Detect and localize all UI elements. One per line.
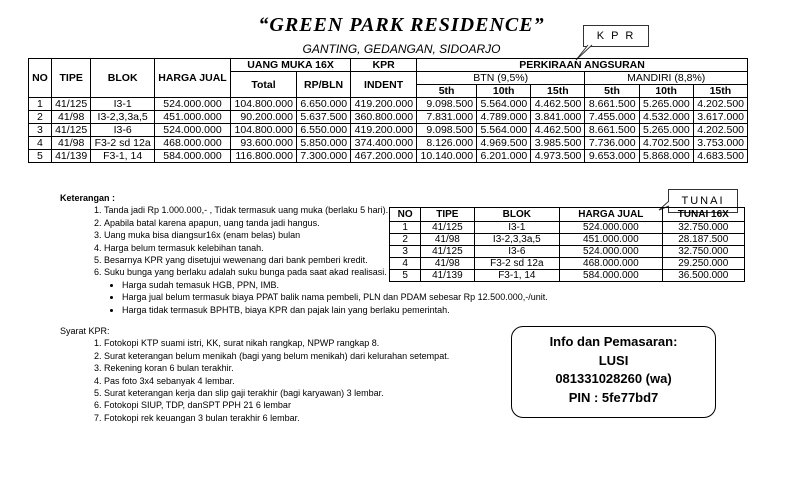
list-item: • Harga jual belum termasuk biaya PPAT balik nama pembeli, PLN dan PDAM sebesar Rp 12.500.000,-/unit.: [122, 291, 548, 303]
cell-btn5: 9.098.500: [417, 98, 477, 111]
cell-no: 4: [29, 137, 52, 150]
cell-btn5: 9.098.500: [417, 124, 477, 137]
cell-no: 5: [390, 270, 421, 282]
cell-man10: 4.702.500: [639, 137, 693, 150]
list-item: 5. Surat keterangan kerja dan slip gaji terakhir (bagi karyawan) 3 lembar.: [104, 387, 449, 399]
col-mandiri: MANDIRI (8,8%): [585, 72, 748, 85]
cell-man15: 4.683.500: [693, 150, 747, 163]
col-harga-jual: HARGA JUAL: [154, 59, 230, 98]
cell-btn10: 4.789.000: [477, 111, 531, 124]
cell-btn15: 4.462.500: [531, 124, 585, 137]
list-item: 3. Rekening koran 6 bulan terakhir.: [104, 362, 449, 374]
col-uang-muka: UANG MUKA 16X: [231, 59, 351, 72]
cell-man5: 9.653.000: [585, 150, 639, 163]
list-item: • Harga sudah temasuk HGB, PPN, IMB.: [122, 279, 548, 291]
cell-tunai: 32.750.000: [662, 222, 744, 234]
cell-man10: 5.265.000: [639, 124, 693, 137]
col-man-5: 5th: [585, 85, 639, 98]
col-indent: INDENT: [351, 72, 417, 98]
cell-harga: 524.000.000: [154, 124, 230, 137]
col-no: NO: [29, 59, 52, 98]
cell-harga: 524.000.000: [560, 222, 662, 234]
contact-heading: Info dan Pemasaran:: [549, 334, 678, 349]
tunai-col-tunai: TUNAI 16X: [662, 208, 744, 222]
list-item: 2. Surat keterangan belum menikah (bagi yang belum menikah) dari kelurahan setempat.: [104, 350, 449, 362]
cell-btn15: 4.973.500: [531, 150, 585, 163]
tunai-col-no: NO: [390, 208, 421, 222]
cell-blok: F3-2 sd 12a: [474, 258, 560, 270]
cell-btn15: 3.985.500: [531, 137, 585, 150]
cell-tunai: 36.500.000: [662, 270, 744, 282]
cell-btn15: 4.462.500: [531, 98, 585, 111]
cell-harga: 584.000.000: [154, 150, 230, 163]
cell-man5: 7.736.000: [585, 137, 639, 150]
list-item: 1. Fotokopi KTP suami istri, KK, surat nikah rangkap, NPWP rangkap 8.: [104, 337, 449, 349]
cell-indent: 467.200.000: [351, 150, 417, 163]
cell-no: 1: [29, 98, 52, 111]
page-title: “GREEN PARK RESIDENCE”: [258, 14, 545, 36]
cell-rpbln: 5.637.500: [296, 111, 350, 124]
cell-blok: F3-2 sd 12a: [91, 137, 155, 150]
tunai-col-harga: HARGA JUAL: [560, 208, 662, 222]
cell-man10: 5.265.000: [639, 98, 693, 111]
cell-tipe: 41/139: [421, 270, 474, 282]
col-tipe: TIPE: [51, 59, 90, 98]
cell-harga: 468.000.000: [154, 137, 230, 150]
syarat-list: [60, 337, 449, 424]
list-item: 7. Fotokopi rek keuangan 3 bulan terakhir 6 lembar.: [104, 412, 449, 424]
cell-rpbln: 6.550.000: [296, 124, 350, 137]
cell-man10: 4.532.000: [639, 111, 693, 124]
list-item: 6. Suku bunga yang berlaku adalah suku bunga pada saat akad realisasi.: [104, 266, 548, 278]
cell-btn5: 7.831.000: [417, 111, 477, 124]
cell-btn5: 10.140.000: [417, 150, 477, 163]
cell-no: 1: [390, 222, 421, 234]
cell-tipe: 41/98: [51, 137, 90, 150]
cell-man5: 8.661.500: [585, 124, 639, 137]
cell-tipe: 41/125: [421, 246, 474, 258]
list-item: 2. Apabila batal karena apapun, uang tanda jadi hangus.: [104, 217, 548, 229]
cell-tipe: 41/125: [51, 98, 90, 111]
cell-blok: I3-6: [474, 246, 560, 258]
col-perkiraan: PERKIRAAN ANGSURAN: [417, 59, 748, 72]
syarat-section: [60, 325, 449, 424]
col-btn-10: 10th: [477, 85, 531, 98]
col-blok: BLOK: [91, 59, 155, 98]
cell-total: 93.600.000: [231, 137, 297, 150]
col-btn-15: 15th: [531, 85, 585, 98]
cell-harga: 468.000.000: [560, 258, 662, 270]
cell-tipe: 41/98: [51, 111, 90, 124]
cell-no: 4: [390, 258, 421, 270]
cell-man5: 8.661.500: [585, 98, 639, 111]
location-subtitle: GANTING, GEDANGAN, SIDOARJO: [302, 42, 501, 56]
contact-name: LUSI: [598, 352, 629, 368]
table-row: [29, 137, 748, 150]
cell-man15: 4.202.500: [693, 124, 747, 137]
cell-man15: 3.753.000: [693, 137, 747, 150]
cell-no: 5: [29, 150, 52, 163]
list-item: 4. Harga belum termasuk kelebihan tanah.: [104, 242, 548, 254]
cell-tipe: 41/98: [421, 234, 474, 246]
cell-indent: 419.200.000: [351, 98, 417, 111]
cell-btn5: 8.126.000: [417, 137, 477, 150]
keterangan-heading: Keterangan :: [60, 193, 116, 203]
cell-no: 2: [29, 111, 52, 124]
cell-harga: 524.000.000: [560, 246, 662, 258]
col-total: Total: [231, 72, 297, 98]
cell-tipe: 41/98: [421, 258, 474, 270]
list-item: • Harga tidak termasuk BPHTB, biaya KPR dan pajak lain yang berlaku pemerintah.: [122, 304, 548, 316]
cell-man10: 5.868.000: [639, 150, 693, 163]
cell-harga: 584.000.000: [560, 270, 662, 282]
list-item: 4. Pas foto 3x4 sebanyak 4 lembar.: [104, 375, 449, 387]
tunai-col-blok: BLOK: [474, 208, 560, 222]
col-man-15: 15th: [693, 85, 747, 98]
tunai-callout-label: TUNAI: [681, 195, 725, 207]
cell-btn10: 5.564.000: [477, 98, 531, 111]
keterangan-section: [60, 192, 548, 316]
cell-btn10: 6.201.000: [477, 150, 531, 163]
col-btn: BTN (9,5%): [417, 72, 585, 85]
cell-blok: I3-2,3,3a,5: [91, 111, 155, 124]
kpr-callout-label: K P R: [596, 30, 636, 42]
kpr-table: [28, 58, 748, 163]
cell-blok: I3-2,3,3a,5: [474, 234, 560, 246]
cell-tipe: 41/125: [421, 222, 474, 234]
tunai-col-tipe: TIPE: [421, 208, 474, 222]
col-man-10: 10th: [639, 85, 693, 98]
cell-total: 104.800.000: [231, 98, 297, 111]
col-btn-5: 5th: [417, 85, 477, 98]
cell-blok: F3-1, 14: [91, 150, 155, 163]
col-rp-bln: RP/BLN: [296, 72, 350, 98]
list-item: 3. Uang muka bisa diangsur16x (enam belas) bulan: [104, 229, 548, 241]
col-kpr: KPR: [351, 59, 417, 72]
contact-pin: PIN : 5fe77bd7: [568, 389, 659, 405]
cell-total: 116.800.000: [231, 150, 297, 163]
cell-indent: 419.200.000: [351, 124, 417, 137]
contact-phone: 081331028260 (wa): [555, 371, 672, 386]
cell-tunai: 28.187.500: [662, 234, 744, 246]
cell-tunai: 29.250.000: [662, 258, 744, 270]
cell-harga: 451.000.000: [154, 111, 230, 124]
cell-man15: 4.202.500: [693, 98, 747, 111]
list-item: 6. Fotokopi SIUP, TDP, danSPT PPH 21 6 lembar: [104, 399, 449, 411]
cell-blok: F3-1, 14: [474, 270, 560, 282]
cell-rpbln: 5.850.000: [296, 137, 350, 150]
cell-harga: 524.000.000: [154, 98, 230, 111]
list-item: 1. Tanda jadi Rp 1.000.000,- , Tidak termasuk uang muka (berlaku 5 hari).: [104, 204, 548, 216]
cell-rpbln: 6.650.000: [296, 98, 350, 111]
cell-total: 90.200.000: [231, 111, 297, 124]
contact-info-box: [511, 326, 716, 418]
cell-rpbln: 7.300.000: [296, 150, 350, 163]
cell-blok: I3-6: [91, 124, 155, 137]
cell-total: 104.800.000: [231, 124, 297, 137]
cell-btn10: 4.969.500: [477, 137, 531, 150]
cell-no: 3: [390, 246, 421, 258]
cell-blok: I3-1: [91, 98, 155, 111]
cell-tipe: 41/125: [51, 124, 90, 137]
table-row: [29, 124, 748, 137]
cell-indent: 374.400.000: [351, 137, 417, 150]
cell-indent: 360.800.000: [351, 111, 417, 124]
cell-man15: 3.617.000: [693, 111, 747, 124]
table-row: [29, 111, 748, 124]
cell-no: 2: [390, 234, 421, 246]
cell-tunai: 32.750.000: [662, 246, 744, 258]
cell-man5: 7.455.000: [585, 111, 639, 124]
cell-btn10: 5.564.000: [477, 124, 531, 137]
cell-no: 3: [29, 124, 52, 137]
list-item: 5. Besarnya KPR yang disetujui wewenang dari bank pemberi kredit.: [104, 254, 548, 266]
cell-harga: 451.000.000: [560, 234, 662, 246]
cell-blok: I3-1: [474, 222, 560, 234]
syarat-heading: Syarat KPR:: [60, 326, 110, 336]
keterangan-list: [60, 204, 548, 278]
table-row: [29, 98, 748, 111]
keterangan-bullets: [104, 279, 548, 316]
cell-btn15: 3.841.000: [531, 111, 585, 124]
table-row: [29, 150, 748, 163]
cell-tipe: 41/139: [51, 150, 90, 163]
